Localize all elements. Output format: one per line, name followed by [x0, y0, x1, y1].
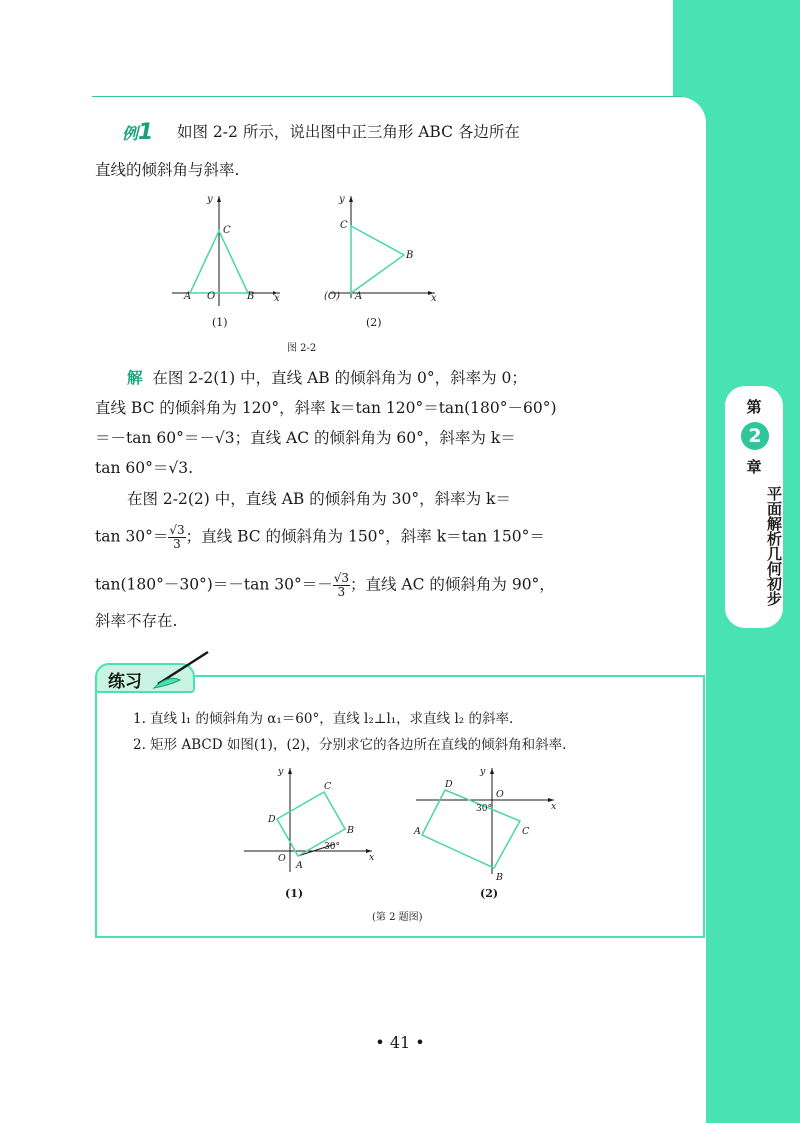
fig1-point-b: B: [247, 291, 255, 302]
fig1-point-o: O: [207, 291, 216, 302]
example-label-text: 例: [122, 124, 139, 143]
ex-fig2-sublabel: (2): [480, 887, 499, 900]
ex-fig1-y-label: y: [278, 766, 284, 777]
pen-icon: [150, 650, 212, 692]
fraction-denominator: 3: [337, 585, 346, 599]
figure-2-2-caption: 图 2-2: [287, 343, 317, 354]
solution-p1-l1-text: 在图 2-2(1) 中，直线 AB 的倾斜角为 0°，斜率为 0；: [152, 369, 527, 387]
ex-fig1-point-b: B: [347, 825, 354, 836]
example-line-1: 如图 2-2 所示，说出图中正三角形 ABC 各边所在: [177, 123, 520, 141]
chapter-suffix: 章: [746, 458, 762, 476]
chapter-title: 平面解析几何初步: [765, 486, 783, 606]
solution-p1-line-2: 直线 BC 的倾斜角为 120°，斜率 k＝tan 120°＝tan(180°－60°): [95, 399, 557, 417]
chapter-number: 2: [741, 422, 769, 450]
ex-fig2-point-b: B: [496, 872, 503, 883]
fraction-sqrt3-over-3: [168, 524, 185, 551]
example-line-2: 直线的倾斜角与斜率.: [95, 161, 240, 179]
fig1-x-label: x: [274, 293, 280, 304]
ex-fig2-y-label: y: [480, 766, 486, 777]
solution-p2-line-2: [95, 524, 545, 551]
solution-p2-line-1: 在图 2-2(2) 中，直线 AB 的倾斜角为 30°，斜率为 k＝: [127, 490, 511, 508]
page-number: • 41 •: [375, 1033, 425, 1052]
solution-label: 解: [127, 368, 143, 387]
fig2-point-a: A: [355, 291, 363, 302]
solution-p1-line-3: ＝－tan 60°＝－√3；直线 AC 的倾斜角为 60°，斜率为 k＝: [95, 429, 516, 447]
ex-fig2-angle-label: 30°: [476, 804, 492, 814]
solution-p1-line-4: tan 60°＝√3.: [95, 459, 194, 477]
exercise-figures: [240, 762, 570, 907]
ex-fig1-point-c: C: [324, 781, 332, 792]
exercise-figure-caption: (第 2 题图): [372, 912, 423, 923]
fig2-x-label: x: [431, 293, 437, 304]
ex-fig1-point-o: O: [278, 853, 286, 864]
ex-fig2-point-d: D: [445, 779, 453, 790]
exercise-question-2: 2. 矩形 ABCD 如图(1)，(2)，分别求它的各边所在直线的倾斜角和斜率.: [133, 737, 567, 753]
ex-fig2-point-a: A: [414, 826, 421, 837]
fig2-point-c: C: [340, 220, 348, 231]
ex-fig2-x-label: x: [551, 801, 557, 812]
fig2-triangle: [351, 226, 404, 293]
fraction-denominator: 3: [173, 537, 181, 551]
figure-2-2: [160, 188, 460, 358]
solution-p2-l3a: tan(180°－30°)＝－tan 30°＝－: [95, 575, 333, 594]
fig2-point-o: (O): [324, 291, 341, 302]
ex-fig1-point-d: D: [268, 814, 276, 825]
solution-p2-l2a: tan 30°＝: [95, 527, 169, 546]
exercise-title: 练习: [108, 672, 142, 692]
chapter-tab: [723, 384, 785, 630]
ex-fig1-x-label: x: [369, 852, 375, 863]
ex-fig1-angle-label: 30°: [324, 842, 340, 852]
example-label-number: 1: [138, 120, 154, 145]
fig1-point-a: A: [184, 291, 192, 302]
ex-fig2-rectangle: [422, 790, 520, 868]
solution-p2-l3b: ；直线 AC 的倾斜角为 90°，: [350, 575, 555, 594]
chapter-prefix: 第: [746, 398, 762, 416]
fig1-sublabel: (1): [212, 316, 228, 329]
solution-p1-line-1: [127, 368, 527, 388]
fig1-y-label: y: [207, 194, 213, 205]
ex-fig1-point-a: A: [296, 860, 303, 871]
top-rule: [92, 96, 682, 97]
fig1-point-c: C: [223, 225, 231, 236]
fig2-sublabel: (2): [366, 316, 382, 329]
ex-fig2-point-c: C: [522, 826, 530, 837]
solution-p2-line-4: 斜率不存在.: [95, 612, 178, 630]
example-label: [122, 120, 153, 145]
ex-fig2-point-o: O: [496, 789, 504, 800]
ex-fig1-sublabel: (1): [285, 887, 304, 900]
exercise-question-1: 1. 直线 l₁ 的倾斜角为 α₁＝60°，直线 l₂⊥l₁，求直线 l₂ 的斜率.: [133, 711, 514, 727]
solution-p2-line-3: [95, 572, 555, 599]
solution-p2-l2b: ；直线 BC 的倾斜角为 150°，斜率 k＝tan 150°＝: [185, 527, 545, 546]
fig2-y-label: y: [339, 194, 345, 205]
fraction-numerator: √3: [333, 571, 349, 585]
fraction-sqrt3-over-3-neg: [333, 572, 350, 599]
fraction-numerator: √3: [169, 523, 185, 537]
fig2-point-b: B: [406, 250, 414, 261]
